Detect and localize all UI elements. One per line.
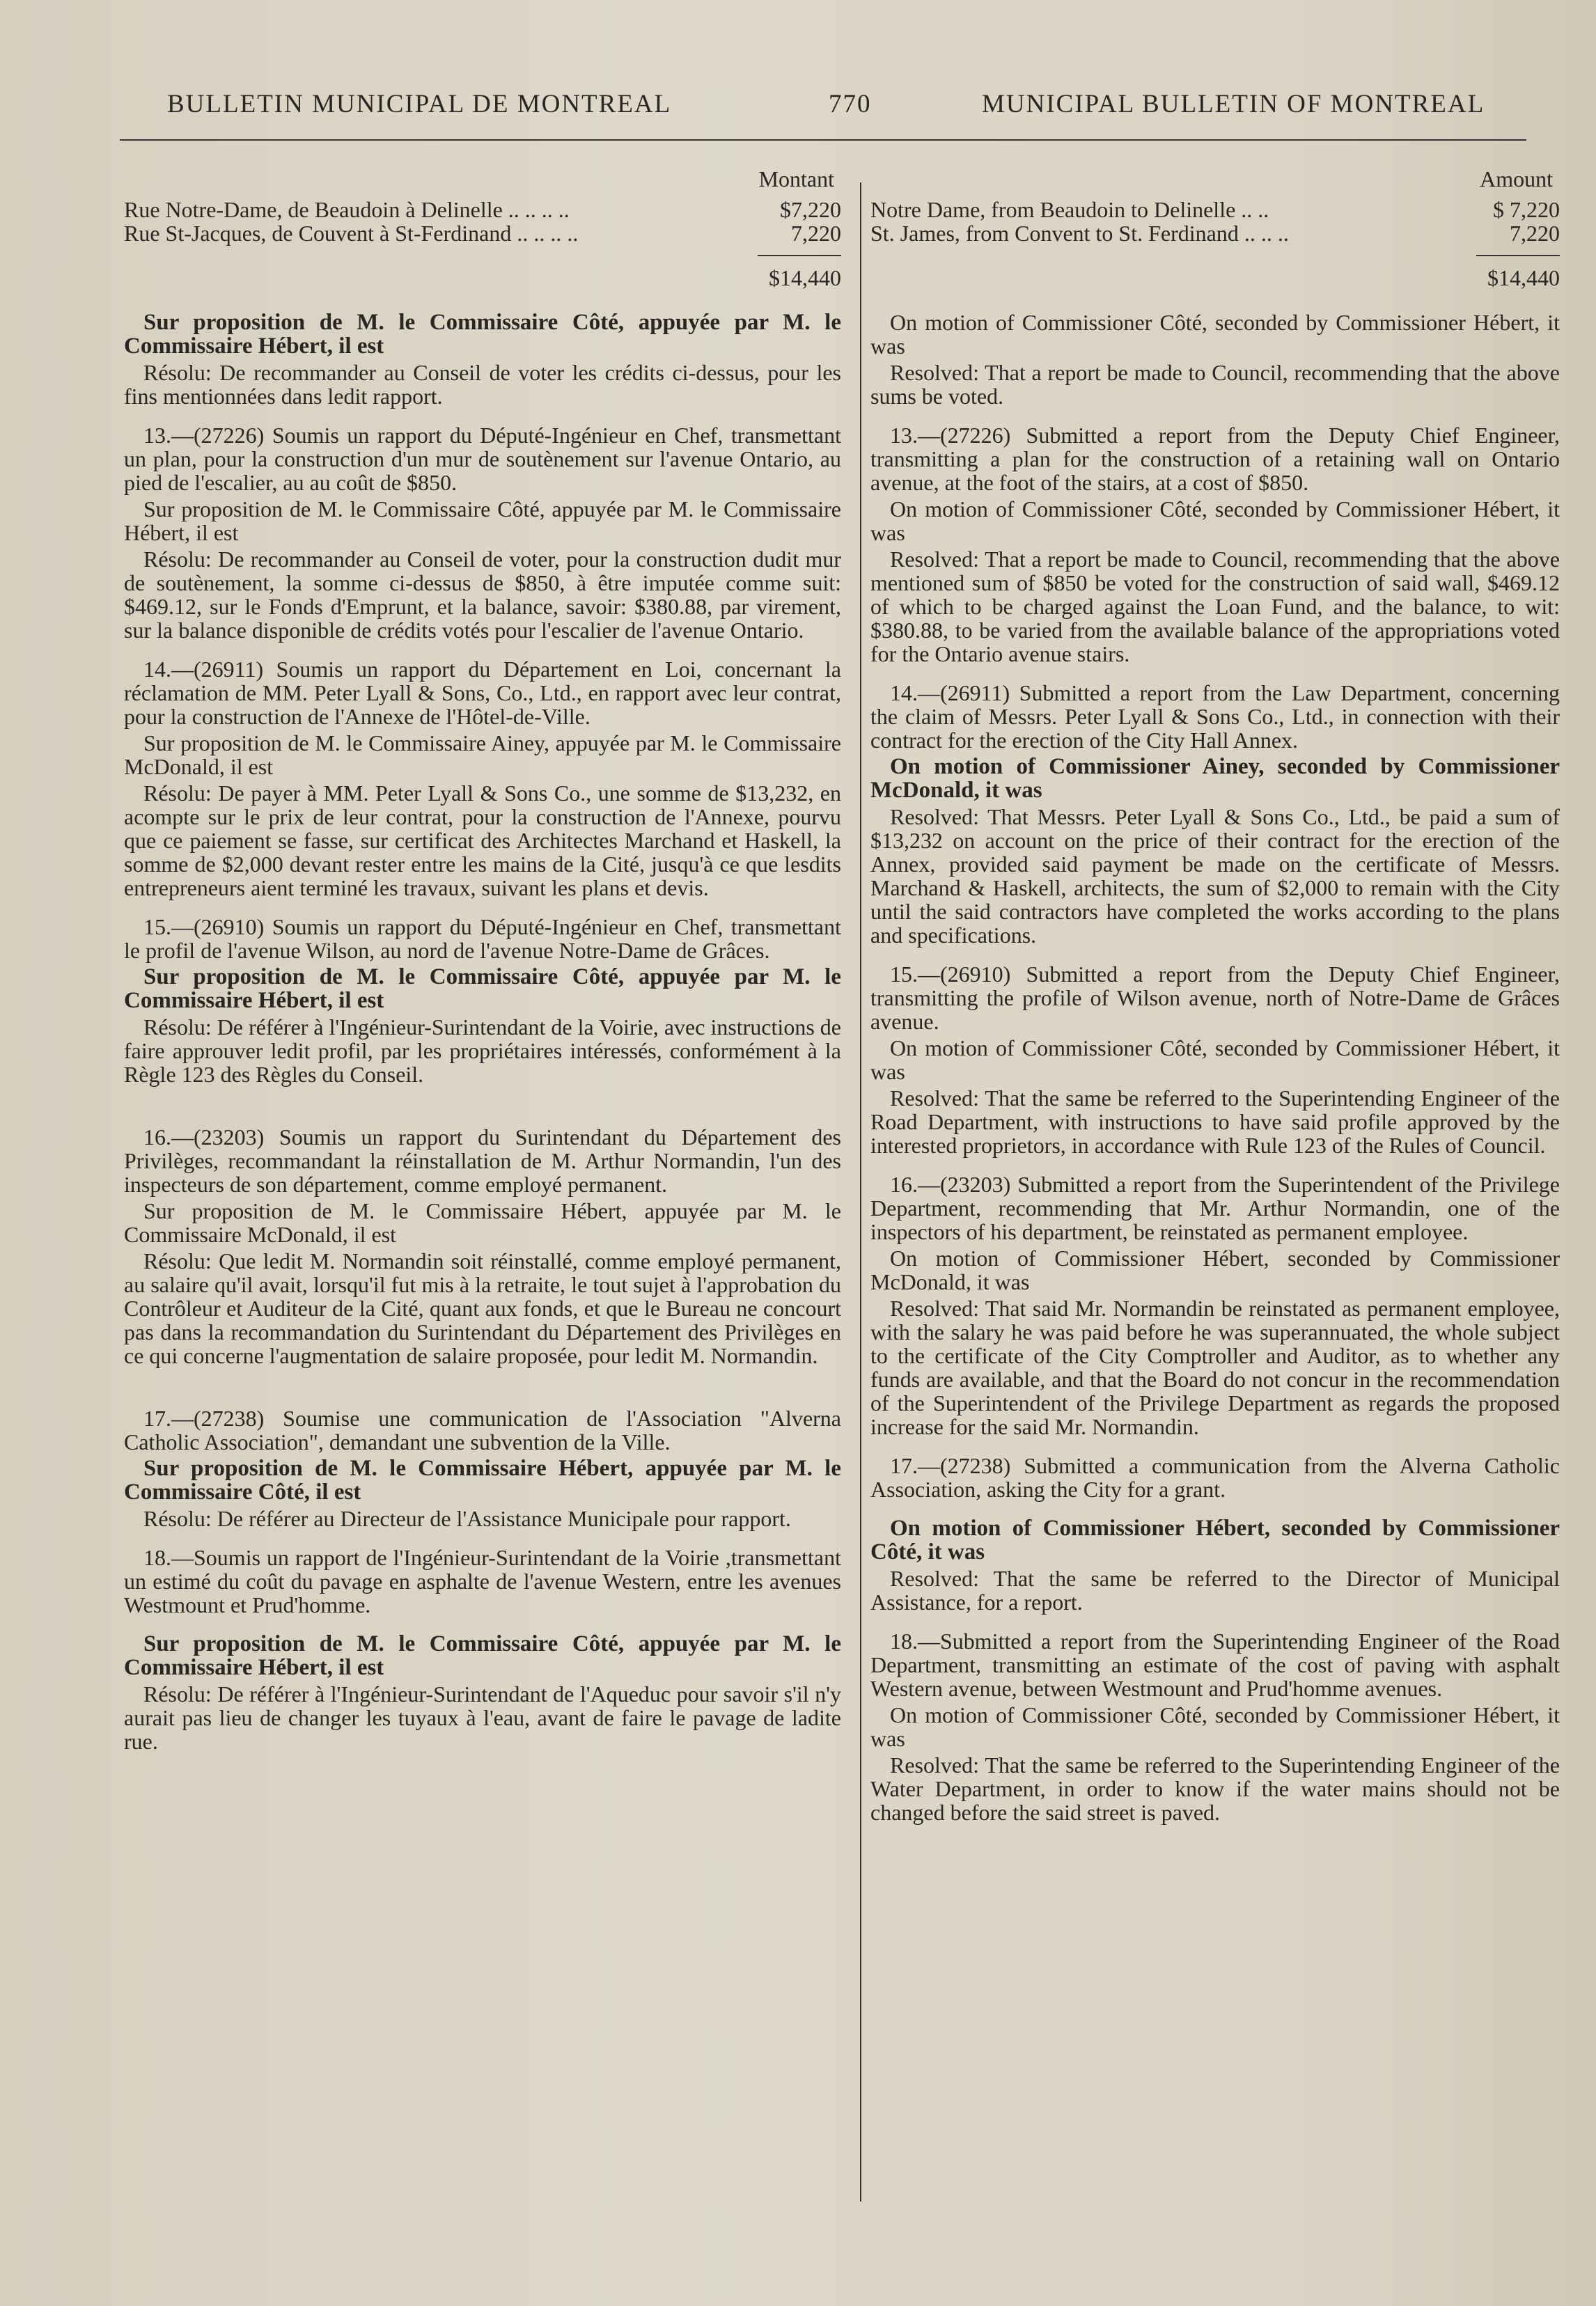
amount-row-label: St. James, from Convent to St. Ferdinand .. .. ..	[870, 221, 1289, 246]
motion-paragraph: Sur proposition de M. le Commissaire Hébert, appuyée par M. le Commissaire Côté, il est	[124, 1456, 841, 1505]
amount-row-value: 7,220	[1510, 221, 1560, 246]
resolution-paragraph: Résolu: De référer à l'Ingénieur-Surintendant de l'Aqueduc pour savoir s'il n'y aurait pas lieu de changer les tuyaux à l'eau, avant de faire le pavage de ladite rue.	[124, 1681, 841, 1754]
english-column	[870, 167, 1560, 1827]
page-number: 770	[829, 90, 872, 118]
resolution-paragraph: Resolved: That Messrs. Peter Lyall & Sons Co., Ltd., be paid a sum of $13,232 on account on the price of their contract for the erection of the Annex, provided said payment be made on the certificate of Messrs. Marchand & Haskell, architects, the sum of $2,000 to remain with the City until the said contractors have completed the works according to the plans and specifications.	[870, 804, 1560, 948]
header-french-title: BULLETIN MUNICIPAL DE MONTREAL	[167, 90, 672, 118]
column-divider	[860, 182, 861, 2202]
resolution-paragraph: Resolved: That the same be referred to the Superintending Engineer of the Road Department, with instructions to have said profile approved by the interested proprietors, in accordance with Rule 123 of the Rules of Council.	[870, 1085, 1560, 1158]
header-english-title: MUNICIPAL BULLETIN OF MONTREAL	[982, 90, 1485, 118]
item-paragraph: 14.—(26911) Soumis un rapport du Département en Loi, concernant la réclamation de MM. Peter Lyall & Sons, Co., Ltd., en rapport avec leur contrat, pour la construction de l'Annexe de l'Hôtel-de-Ville.	[124, 657, 841, 729]
motion-paragraph: On motion of Commissioner Hébert, seconded by Commissioner Côté, it was	[870, 1516, 1560, 1564]
amount-row-value: $ 7,220	[1493, 197, 1560, 222]
amount-total: $14,440	[1476, 255, 1560, 290]
resolution-paragraph: Résolu: De payer à MM. Peter Lyall & Sons Co., une somme de $13,232, en acompte sur le prix de leur contrat, pour la construction de l'Annexe, pourvu que ce paiement se fasse, sur certificat des Architectes Marchand et Haskell, la somme de $2,000 devant rester entre les mains de la Cité, jusqu'à ce que lesdits entrepreneurs aient terminé les travaux, suivant les plans et devis.	[124, 781, 841, 900]
french-column	[124, 167, 841, 1756]
motion-paragraph: Sur proposition de M. le Commissaire Hébert, appuyée par M. le Commissaire McDonald, il est	[124, 1198, 841, 1247]
item-paragraph: 18.—Submitted a report from the Superintending Engineer of the Road Department, transmitting an estimate of the cost of paving with asphalt Western avenue, between Westmount and Prud'homme avenues.	[870, 1629, 1560, 1701]
motion-paragraph: Sur proposition de M. le Commissaire Côté, appuyée par M. le Commissaire Hébert, il est	[124, 310, 841, 359]
resolution-paragraph: Résolu: De référer au Directeur de l'Assistance Municipale pour rapport.	[143, 1506, 791, 1531]
item-paragraph: 18.—Soumis un rapport de l'Ingénieur-Surintendant de la Voirie ,transmettant un estimé du coût du pavage en asphalte de l'avenue Western, entre les avenues Westmount et Prud'homme.	[124, 1545, 841, 1617]
item-paragraph: 17.—(27238) Soumise une communication de l'Association "Alverna Catholic Association", demandant une subvention de la Ville.	[124, 1406, 841, 1454]
motion-paragraph: On motion of Commissioner Côté, seconded by Commissioner Hébert, it was	[870, 1702, 1560, 1751]
resolution-paragraph: Resolved: That the same be referred to the Superintending Engineer of the Water Department, in order to know if the water mains should not be changed before the said street is paved.	[870, 1752, 1560, 1825]
amount-row-value: 7,220	[791, 221, 841, 246]
motion-paragraph: On motion of Commissioner Ainey, seconded by Commissioner McDonald, it was	[870, 754, 1560, 803]
resolution-paragraph: Resolved: That a report be made to Council, recommending that the above sums be voted.	[870, 360, 1560, 409]
resolution-paragraph: Résolu: Que ledit M. Normandin soit réinstallé, comme employé permanent, au salaire qu'il avait, lorsqu'il fut mis à la retraite, le tout sujet à l'approbation du Contrôleur et Auditeur de la Cité, quant aux fonds, et que le Bureau ne concourt pas dans la recommandation du Surintendant du Département des Privilèges en ce qui concerne l'augmentation de salaire proposée, pour ledit M. Normandin.	[124, 1248, 841, 1368]
amount-total: $14,440	[758, 255, 841, 290]
motion-paragraph: Sur proposition de M. le Commissaire Ainey, appuyée par M. le Commissaire McDonald, il est	[124, 730, 841, 779]
resolution-paragraph: Résolu: De référer à l'Ingénieur-Surintendant de la Voirie, avec instructions de faire approuver ledit profil, par les propriétaires intéressés, conformément à la Règle 123 des Règles du Conseil.	[124, 1014, 841, 1087]
item-paragraph: 15.—(26910) Soumis un rapport du Député-Ingénieur en Chef, transmettant le profil de l'avenue Wilson, au nord de l'avenue Notre-Dame de Grâces.	[124, 914, 841, 963]
amount-row-label: Rue St-Jacques, de Couvent à St-Ferdinand .. .. .. ..	[124, 221, 579, 246]
running-header	[118, 89, 1525, 131]
item-paragraph: 16.—(23203) Soumis un rapport du Surintendant du Département des Privilèges, recommandant la réinstallation de M. Arthur Normandin, l'un des inspecteurs de son département, comme employé permanent.	[124, 1124, 841, 1197]
amount-row	[870, 221, 1560, 245]
motion-paragraph: On motion of Commissioner Côté, seconded by Commissioner Hébert, it was	[870, 1035, 1560, 1084]
motion-paragraph: On motion of Commissioner Côté, seconded by Commissioner Hébert, it was	[870, 496, 1560, 545]
amount-label: Amount	[1480, 166, 1553, 191]
motion-paragraph: On motion of Commissioner Côté, seconded by Commissioner Hébert, it was	[870, 310, 1560, 359]
item-paragraph: 13.—(27226) Submitted a report from the Deputy Chief Engineer, transmitting a plan for the construction of a retaining wall on Ontario avenue, at the foot of the stairs, at a cost of $850.	[870, 423, 1560, 495]
amount-row-value: $7,220	[780, 197, 841, 222]
resolution-paragraph: Résolu: De recommander au Conseil de voter, pour la construction dudit mur de soutènement, la somme ci-dessus de $850, à être imputée comme suit: $469.12, sur le Fonds d'Emprunt, et la balance, savoir: $380.88, par virement, sur la balance disponible de crédits votés pour l'escalier de l'avenue Ontario.	[124, 547, 841, 643]
item-paragraph: 14.—(26911) Submitted a report from the Law Department, concerning the claim of Messrs. Peter Lyall & Sons Co., Ltd., in connection with their contract for the erection of the City Hall Annex.	[870, 680, 1560, 753]
amount-row-label: Rue Notre-Dame, de Beaudoin à Delinelle .. .. .. ..	[124, 197, 570, 222]
amount-row	[870, 198, 1560, 221]
motion-paragraph: Sur proposition de M. le Commissaire Côté, appuyée par M. le Commissaire Hébert, il est	[124, 496, 841, 545]
item-paragraph: 17.—(27238) Submitted a communication from the Alverna Catholic Association, asking the City for a grant.	[870, 1453, 1560, 1502]
item-paragraph: 16.—(23203) Submitted a report from the Superintendent of the Privilege Department, recommending that Mr. Arthur Normandin, one of the inspectors of his department, be reinstated as permanent employee.	[870, 1172, 1560, 1244]
resolution-paragraph: Resolved: That the same be referred to the Director of Municipal Assistance, for a report.	[870, 1566, 1560, 1615]
item-paragraph: 15.—(26910) Submitted a report from the Deputy Chief Engineer, transmitting the profile of Wilson avenue, north of Notre-Dame de Grâces avenue.	[870, 962, 1560, 1034]
resolution-paragraph: Resolved: That a report be made to Council, recommending that the above mentioned sum of $850 be voted for the construction of said wall, $469.12 of which to be charged against the Loan Fund, and the balance, to wit: $380.88, to be varied from the available balance of the appropriations voted for the Ontario avenue stairs.	[870, 547, 1560, 666]
resolution-paragraph: Résolu: De recommander au Conseil de voter les crédits ci-dessus, pour les fins mentionnées dans ledit rapport.	[124, 360, 841, 409]
motion-paragraph: Sur proposition de M. le Commissaire Côté, appuyée par M. le Commissaire Hébert, il est	[124, 1631, 841, 1680]
amount-row	[124, 221, 841, 245]
amount-row	[124, 198, 841, 221]
amount-row-label: Notre Dame, from Beaudoin to Delinelle .. ..	[870, 197, 1269, 222]
amount-label: Montant	[758, 166, 834, 191]
motion-paragraph: Sur proposition de M. le Commissaire Côté, appuyée par M. le Commissaire Hébert, il est	[124, 964, 841, 1013]
header-rule	[120, 139, 1526, 141]
item-paragraph: 13.—(27226) Soumis un rapport du Député-Ingénieur en Chef, transmettant un plan, pour la construction d'un mur de soutènement sur l'avenue Ontario, au pied de l'escalier, au au coût de $850.	[124, 423, 841, 495]
resolution-paragraph: Resolved: That said Mr. Normandin be reinstated as permanent employee, with the salary he was paid before he was superannuated, the whole subject to the certificate of the City Comptroller and Auditor, as to whether any funds are available, and that the Board do not concur in the recommendation of the Superintendent of the Privilege Department as regards the proposed increase for the said Mr. Normandin.	[870, 1296, 1560, 1439]
motion-paragraph: On motion of Commissioner Hébert, seconded by Commissioner McDonald, it was	[870, 1246, 1560, 1294]
